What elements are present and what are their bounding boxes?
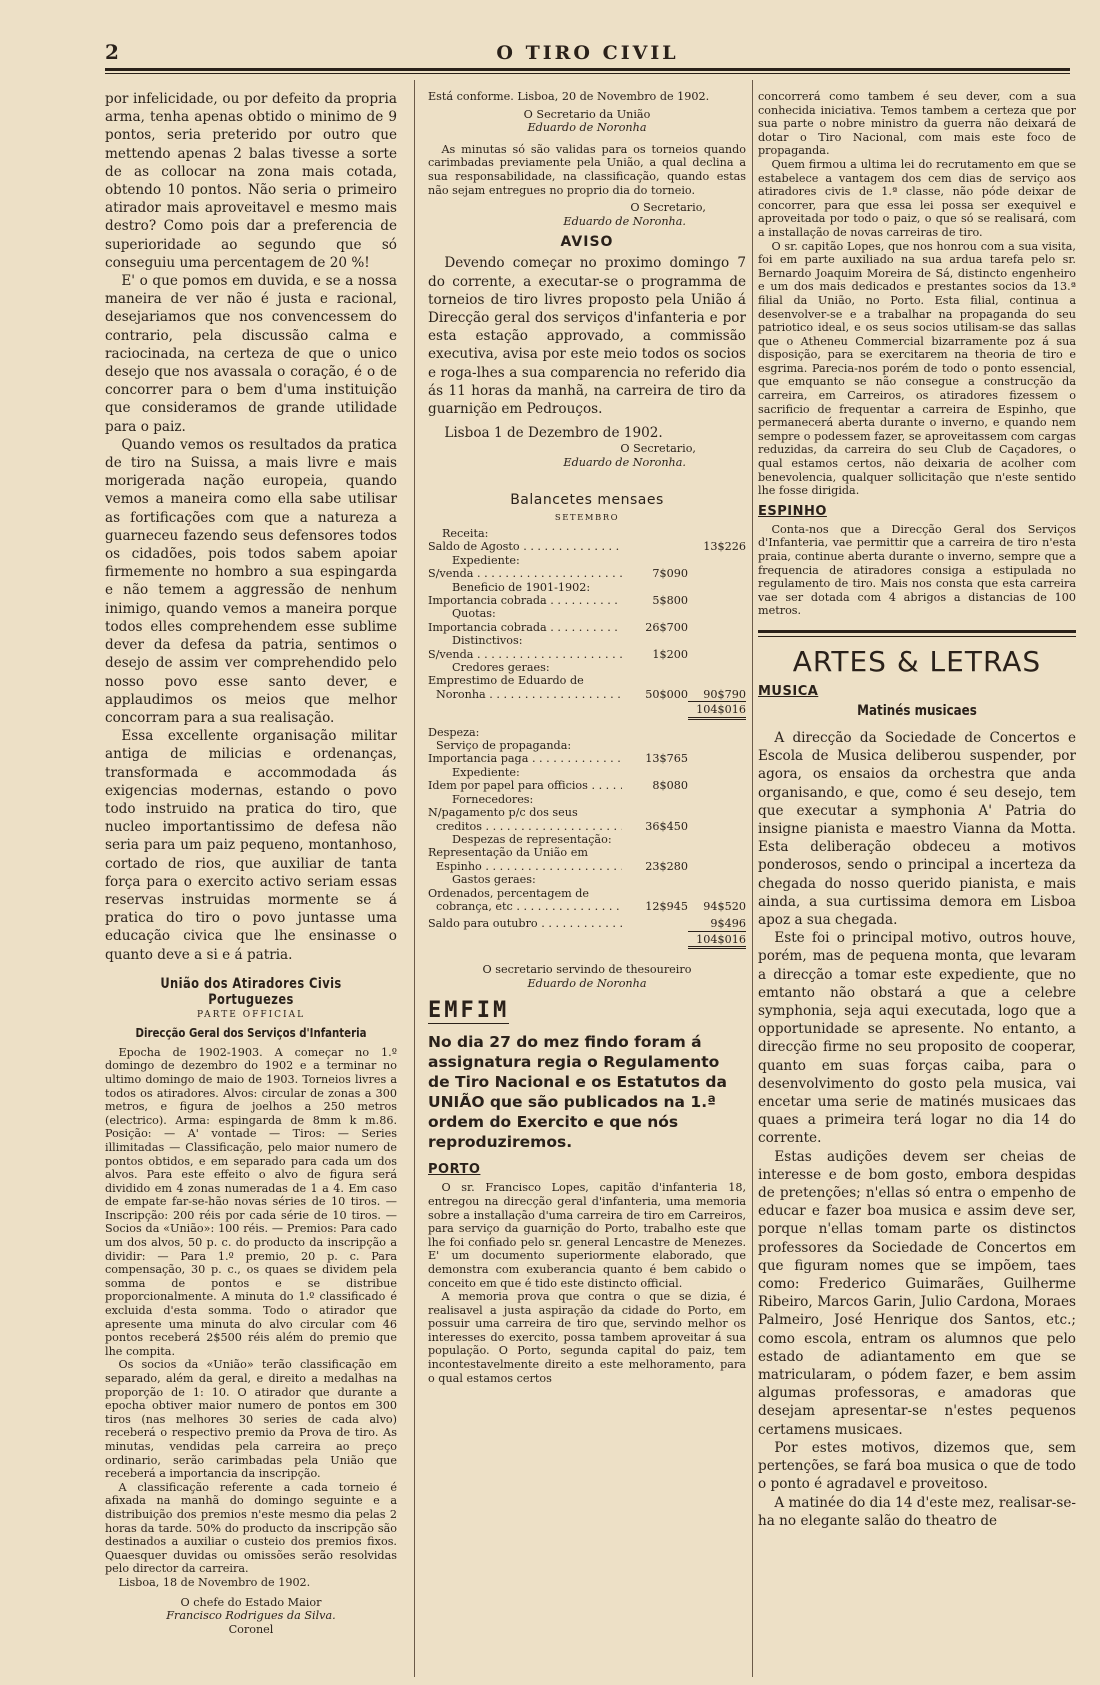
balancetes-heading: Balancetes mensaes (510, 491, 664, 508)
espinho-heading: ESPINHO (758, 503, 827, 519)
balance-subsection: Expediente: (452, 765, 520, 779)
balance-subsection: Credores geraes: (452, 661, 550, 675)
balance-value: 7$090 (652, 567, 688, 581)
balance-subsection: Serviço de propaganda: (436, 739, 572, 753)
matines-article (758, 729, 1076, 1530)
page-number: 2 (105, 40, 119, 64)
official-paragraph: A classificação referente a cada torneio é afixada na manhã do domingo seguinte e a distribuição dos premios n'este mesmo dia pelas 2 horas da tarde. 50% do producto da inscripção são destinados a auxiliar o custeio dos premios fixos. Quaesquer duvidas ou omissões serão resolvidas pelo director da carreira. (105, 1480, 397, 1576)
balance-section: Despeza: (428, 725, 480, 739)
balance-value: 12$945 (645, 899, 688, 913)
conforme-text: Está conforme. Lisboa, 20 de Novembro de 1902. (428, 90, 710, 103)
article-paragraph: Quando vemos os resultados da pratica de tiro na Suissa, a mais livre e mais morigerada nação europeia, quando vemos a maneira como ella sabe utilisar as fortificações com que a natureza a guarneceu fazendo seus defensores todos os cidadões, pois todos sabem apoiar firmemente no hombro a sua espingarda e não temem a aggressão de nenhum inimigo, quando vemos a maneira porque todos elles comprehendem esse sublime dever da defesa da patria, sentimos o desejo de assim ver comprehendido pelo nosso povo esse santo dever, e applaudimos os meios que melhor concorram para a sua realisação. (105, 436, 397, 726)
balance-label: S/venda . . . (428, 648, 622, 661)
aviso-heading: AVISO (560, 234, 614, 251)
balance-subsection: Distinctivos: (452, 634, 523, 648)
balance-label: Importancia cobrada . . . (428, 594, 622, 607)
artes-rule-thick (758, 630, 1076, 633)
matines-paragraph: Este foi o principal motivo, outros houve, porém, mas de pequena monta, que levaram a direcção a tomar este expediente, que no emtanto não obstará a que a celebre symphonia, seja aqui executada, logo que a opportunidade se apresente. No entanto, a direcção firme no seu proposito de cooperar, quanto em suas forças caiba, para o desenvolvimento do gosto pela musica, vai encetar uma serie de matinés musicaes das quaes a primeira terá logar no dia 14 do corrente. (758, 930, 1076, 1147)
official-notice (105, 1046, 397, 1637)
balance-row (428, 674, 746, 687)
porto-paragraph: O sr. Francisco Lopes, capitão d'infanteria 18, entregou na direcção geral d'infanteria, uma memoria sobre a installação d'uma carreira de tiro em Carreiros, para serviço da guarnição do Porto, trabalho este que lhe foi confiado pelo sr. general Lencastre de Menezes. E' um documento superiormente elaborado, que demonstra com exuberancia quanto é bem cabido o conceito em que é tido este distincto official. (428, 1181, 746, 1290)
balance-label: Espinho . . . (428, 860, 622, 873)
secretario-label: O Secretario, (620, 442, 696, 456)
secretario-uniao: O Secretario da União (523, 107, 651, 121)
column-divider-2 (752, 80, 753, 1677)
minutas-text: As minutas só são validas para os torneios quando carimbadas previamente pela União, a qual declina a sua responsabilidade, na classificação, quando estas não sejam entregues no proprio dia do torneio. (428, 142, 746, 197)
article-paragraph: Essa excellente organisação militar antiga de milicias e ordenanças, transformada e accommodada ás exigencias modernas, estando o povo todo instruido na pratica do tiro, que nucleo importantissimo de defesa não seria para um paiz pequeno, montanhoso, cortado de rios, que auxiliar de tanta força para o exercito activo seriam essas reservas instruidas mormente se á pratica do tiro o povo juntasse uma educação civica que lhe ensinasse o quanto deve a si e á patria. (105, 728, 397, 963)
secretario-name: Eduardo de Noronha. (563, 455, 686, 469)
balance-value: 5$800 (652, 594, 688, 607)
balance-row (428, 648, 746, 661)
balance-label: Idem por papel para officios . . . (428, 779, 622, 792)
balance-row (428, 621, 746, 634)
signature-name: Francisco Rodrigues da Silva. (166, 1609, 336, 1623)
receita-total: 104$016 (688, 701, 746, 719)
page-header (105, 40, 1070, 62)
balance-row (428, 860, 746, 873)
official-paragraph: Epocha de 1902-1903. A começar no 1.º domingo de dezembro do 1902 e a terminar no ultimo domingo de maio de 1903. Torneios livres a todos os atiradores. Alvos: circular de zonas a 300 metros, e figura de joelhos a 250 metros (electrico). Arma: espingarda de 8mm k m.86. Posição: — A' vontade — Tiros: — Series illimitadas — Classificação, pelo maior numero de pontos obtidos, e em separado para cada um dos alvos. Para este effeito o alvo de figura será dividido em 4 zonas numeradas de 1 a 4. Em caso de empate far-se-hão novas séries de 10 tiros. — Inscripção: 200 réis por cada série de 10 tiros. — Socios da «União»: 100 réis. — Premios: Para cado um dos alvos, 50 p. c. do producto da inscripção a dividir: — Para 1.º premio, 20 p. c. Para compensação, 30 p. c., os quaes se dividem pela somma de pontos e se distribue proporcionalmente. A minuta do 1.º classificado é excluida d'esta somma. Todo o atirador que apresente uma minuta do alvo circular com 46 pontos receberá 2$500 réis além do premio que lhe compita. (105, 1045, 397, 1358)
balance-label: Ordenados, percentagem de (428, 886, 590, 900)
balance-total (428, 931, 746, 949)
balance-subsection: Despezas de representação: (452, 832, 612, 846)
balance-row (428, 594, 746, 607)
balance-label: S/venda . . . (428, 567, 622, 580)
secretario-name: Eduardo de Noronha. (563, 214, 686, 228)
balance-label: Importancia cobrada . . . (428, 621, 622, 634)
balance-row (428, 806, 746, 819)
balance-section: Receita: (442, 526, 489, 540)
matines-paragraph: Por estes motivos, dizemos que, sem pertenções, se fará boa musica o que de todo o ponto é agradavel e proveitoso. (758, 1439, 1076, 1493)
balance-value: 36$450 (645, 819, 688, 833)
emfim-heading: EMFIM (428, 998, 510, 1024)
balance-value: 13$765 (645, 752, 688, 766)
balance-subsection: Beneficio de 1901-1902: (452, 580, 591, 594)
espinho-text: Conta-nos que a Direcção Geral dos Serviços d'Infanteria, vae permittir que a carreira de tiro n'esta praia, continue aberta durante o inverno, sempre que a frequencia de atiradores consiga a estipulada no regulamento de tiro. Mais nos consta que esta carreira vae ser dotada com 4 abrigos a distancias de 100 metros. (758, 522, 1076, 618)
balance-row (428, 752, 746, 765)
balance-label: Noronha . . . (428, 688, 622, 701)
balance-label: Saldo para outubro . . . (428, 917, 622, 930)
balance-value: 1$200 (652, 647, 688, 661)
balance-row (428, 688, 746, 701)
balance-total (428, 701, 746, 719)
balance-subtotal: 94$520 (703, 899, 746, 913)
porto-article (428, 1181, 746, 1385)
thesoureiro-name: Eduardo de Noronha (527, 976, 647, 990)
balance-value: 9$496 (710, 917, 746, 931)
aviso-signature (428, 442, 746, 469)
porto-continuation (758, 90, 1076, 498)
despeza-total: 104$016 (688, 931, 746, 949)
balance-value: 26$700 (645, 620, 688, 634)
secretario-name: Eduardo de Noronha (527, 121, 647, 135)
balance-subsection: Quotas: (452, 607, 496, 621)
signature-title: O chefe do Estado Maior (180, 1595, 322, 1609)
column-3 (758, 90, 1076, 1677)
signature-rank: Coronel (228, 1622, 274, 1636)
balance-row (428, 887, 746, 900)
header-rule-thin (105, 73, 1070, 74)
porto-paragraph: concorrerá como tambem é seu dever, com a sua conhecida iniciativa. Temos tambem a certeza que por sua parte o nobre ministro da guerra não deixará de dotar o Tiro Nacional, com mais este foco de propaganda. (758, 90, 1076, 158)
balance-subsection: Expediente: (452, 553, 520, 567)
parte-official-subheading: PARTE OFFICIAL (196, 1009, 306, 1020)
balance-row (428, 900, 746, 913)
newspaper-title: O TIRO CIVIL (496, 42, 679, 64)
porto-paragraph: A memoria prova que contra o que se dizia, é realisavel a justa aspiração da cidade do Porto, em possuir uma carreira de tiro que, servindo melhor os interesses do exercito, possa tambem aproveitar á sua população. O Porto, segunda capital do paiz, tem incontestavelmente direito a este melhoramento, para o qual estamos certos (428, 1290, 746, 1385)
matines-paragraph: A matinée do dia 14 d'este mez, realisar-se-ha no elegante salão do theatro de (758, 1494, 1076, 1529)
espinho-article (758, 523, 1076, 618)
balance-label: Saldo de Agosto . . . (428, 540, 622, 553)
balance-label: Emprestimo de Eduardo de (428, 674, 584, 688)
balance-value: 50$000 (645, 687, 688, 701)
balance-subtotal: 90$790 (703, 687, 746, 701)
balance-label: Importancia paga . . . (428, 752, 622, 765)
aviso-block (428, 254, 746, 442)
balance-row (428, 540, 746, 553)
official-paragraph: Os socios da «União» terão classificação em separado, além da geral, e direito a medalhas na proporção de 1: 10. O atirador que durante a epocha obtiver maior numero de pontos em 300 tiros (nas melhores 30 series de cada alvo) receberá o respectivo premio da Prova de tiro. As minutas, vendidas pela carreira ao preço ordinario, serão carimbadas pela União que receberá a importancia da inscripção. (105, 1358, 397, 1481)
emfim-text: No dia 27 do mez findo foram á assignatura regia o Regulamento de Tiro Nacional e os Estatutos da UNIÃO que são publicados na 1.ª ordem do Exercito e que nós reproduziremos. (428, 1033, 727, 1152)
conforme-block (428, 90, 746, 228)
balance-row (428, 779, 746, 792)
matines-heading: Matinés musicaes (857, 702, 977, 719)
balance-row (428, 917, 746, 930)
column-2 (428, 90, 746, 1677)
balance-row (428, 846, 746, 859)
article-continuation (105, 90, 397, 964)
musica-heading: MUSICA (758, 683, 819, 699)
column-1 (105, 90, 397, 1677)
balance-label: creditos . . . (428, 820, 622, 833)
balance-row (428, 820, 746, 833)
balance-value: 8$080 (652, 779, 688, 793)
article-paragraph: E' o que pomos em duvida, e se a nossa maneira de ver não é justa e racional, desejariamos que nos convencessem do contrario, pela discussão calma e raciocinada, na certeza de que o unico desejo que nos avassala o coração, é o de concorrer para o bem d'uma instituição que consideramos de grande utilidade para o paiz. (105, 273, 397, 435)
artes-letras-heading: ARTES & LETRAS (792, 644, 1042, 678)
secretario-label: O Secretario, (630, 201, 706, 215)
column-divider-1 (414, 80, 415, 1677)
article-paragraph: por infelicidade, ou por defeito da propria arma, tenha apenas obtido o minimo de 9 pontos, seria preterido por outro que mettendo apenas 2 balas tivesse a sorte de as collocar na zona mais cotada, obtendo 10 pontos. Não seria o primeiro atirador mais aproveitavel e mesmo mais destro? Como pois dar a preferencia de superioridade ao segundo que só conseguiu uma percentagem de 20 %! (105, 91, 397, 271)
balance-subsection: Gastos geraes: (452, 873, 536, 887)
balance-value: 13$226 (703, 540, 746, 554)
porto-paragraph: Quem firmou a ultima lei do recrutamento em que se estabelece a vantagem dos cem dias de serviço aos atiradores civis de 1.ª classe, não póde deixar de concorrer, para que essa lei possa ser exequivel e aproveitada por todo o paiz, o que só se realisará, com a installação de novas carreiras de tiro. (758, 157, 1076, 239)
aviso-text: Devendo começar no proximo domingo 7 do corrente, a executar-se o programma de torneios de tiro livres proposto pela União á Direcção geral dos serviços d'infanteria e por esta estação approvado, a commissão executiva, avisa por este meio todos os socios e roga-lhes a sua comparencia no referido dia ás 11 horas da manhã, na carreira de tiro da guarnição em Pedrouços. (428, 255, 746, 417)
matines-paragraph: A direcção da Sociedade de Concertos e Escola de Musica deliberou suspender, por agora, os ensaios da orchestra que anda organisando, e que, como é seu desejo, tem que executar a symphonia A' Patria do insigne pianista e maestro Vianna da Motta. Esta deliberação obdeceu a motivos ponderosos, sendo o principal a incerteza da chegada do nosso querido pianista, e mais ainda, a sua curtissima demora em Lisboa apoz a sua chegada. (758, 729, 1076, 928)
direccao-heading: Direcção Geral dos Serviços d'Infanteria (135, 1025, 367, 1040)
thesoureiro-signature (428, 963, 746, 990)
balance-label: Representação da União em (428, 846, 588, 860)
artes-rule-thin (758, 636, 1076, 637)
aviso-date: Lisboa 1 de Dezembro de 1902. (444, 425, 663, 442)
thesoureiro-title: O secretario servindo de thesoureiro (482, 963, 692, 977)
porto-paragraph: O sr. capitão Lopes, que nos honrou com a sua visita, foi em parte auxiliado na sua ardua tarefa pelo sr. Bernardo Joaquim Moreira de Sá, distincto engenheiro e um dos mais dedicados e prestantes socios da 13.ª filial da União, no Porto. Esta filial, continua a desenvolver-se e a trabalhar na propaganda do seu patriotico ideal, e os seus socios utilisam-se das sallas que o Atheneu Commercial bizarramente poz á sua disposição, para se exercitarem na theoria de tiro e esgrima. Parecia-nos porém de todo o ponto essencial, que emquanto se não consegue a construcção da carreira, em Carreiros, os atiradores fizessem o sacrificio de frequentar a carreira de Espinho, que permanecerá aberta durante o inverno, e quando nem sempre o podessem fazer, se aproveitassem com cargas reduzidas, da carreira do seu Club de Caçadores, o qual estamos certos, não deixaria de acolher com benevolencia, qualquer sollicitação que n'este sentido lhe fosse dirigida. (758, 239, 1076, 498)
uniao-heading: União dos Atiradores Civis Portuguezes (160, 975, 342, 1008)
matines-paragraph: Estas audições devem ser cheias de interesse e de bom gosto, embora despidas de pretenções; n'ellas só entra o empenho de educar e fazer boa musica e assim deve ser, porque n'ellas tomam parte os distinctos professores da Sociedade de Concertos em que figuram nomes que se impõem, taes como: Frederico Guimarães, Guilherme Ribeiro, Marcos Garin, Julio Cardona, Moraes Palmeiro, José Henrique dos Santos, etc.; como escola, entram os alumnos que pelo estado de adiantamento em que se matricularam, o pódem fazer, e bem assim algumas professoras, e amadoras que desejam apresentar-se n'estes pequenos certamens musicaes. (758, 1148, 1076, 1438)
balance-value: 23$280 (645, 859, 688, 873)
balance-label: cobrança, etc . . . (428, 900, 622, 913)
balance-label: N/pagamento p/c dos seus (428, 806, 578, 820)
balance-row (428, 567, 746, 580)
official-date: Lisboa, 18 de Novembro de 1902. (118, 1575, 311, 1589)
balance-subsection: Fornecedores: (452, 792, 534, 806)
balance-sheet (428, 512, 746, 950)
balance-month: SETEMBRO (554, 512, 620, 523)
header-rule-thick (105, 68, 1070, 71)
porto-heading: PORTO (428, 1162, 481, 1178)
